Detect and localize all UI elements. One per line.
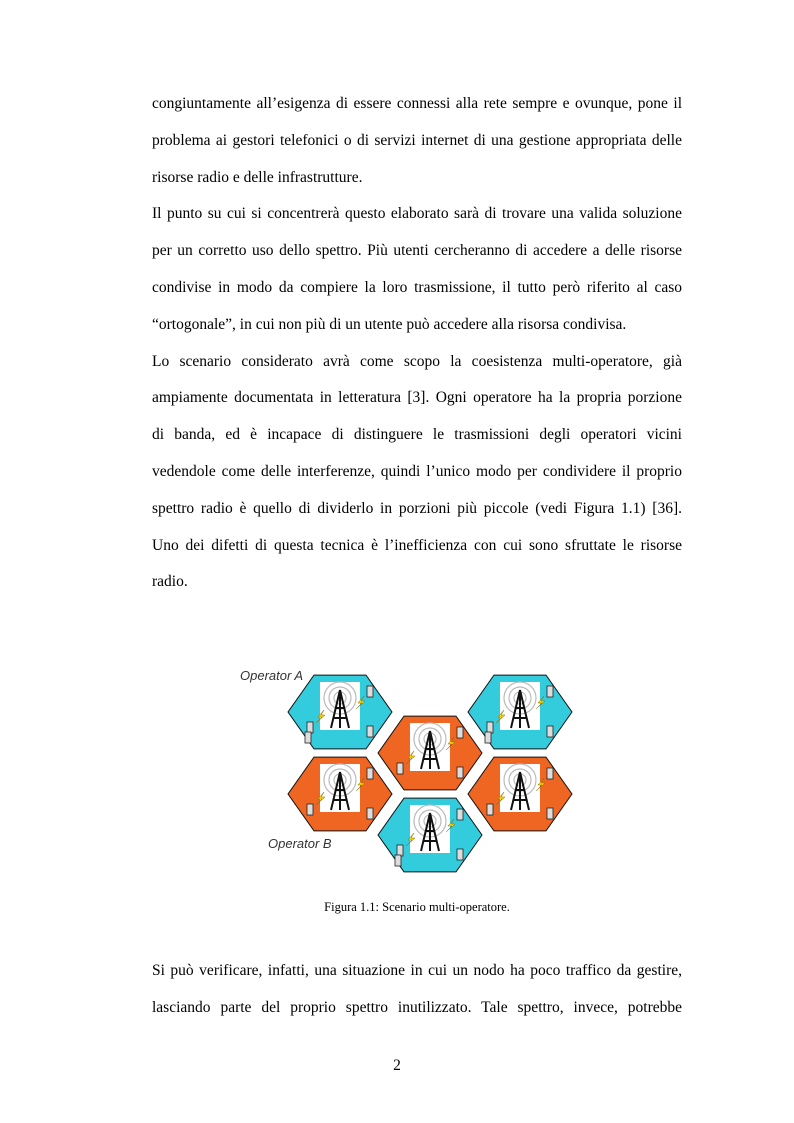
mobile-phone-icon (397, 845, 403, 856)
figure-multi-operator (236, 660, 588, 882)
hexagon-cell (468, 675, 572, 749)
mobile-phone-icon (305, 732, 311, 743)
text-line: lasciando parte del proprio spettro inutilizzato. Tale spettro, invece, potrebbe (152, 998, 682, 1016)
text-line: problema ai gestori telefonici o di servizi internet di una gestione appropriata delle (152, 131, 682, 149)
mobile-phone-icon (547, 726, 553, 737)
mobile-phone-icon (457, 809, 463, 820)
text-line: Uno dei difetti di questa tecnica è l’inefficienza con cui sono sfruttate le risorse (152, 536, 682, 554)
text-line: spettro radio è quello di dividerlo in porzioni più piccole (vedi Figura 1.1) [36]. (152, 499, 682, 517)
mobile-phone-icon (367, 686, 373, 697)
mobile-phone-icon (547, 768, 553, 779)
mobile-phone-icon (457, 727, 463, 738)
mobile-phone-icon (487, 804, 493, 815)
text-line: di banda, ed è incapace di distinguere le trasmissioni degli operatori vicini (152, 426, 682, 444)
text-line: Si può verificare, infatti, una situazione in cui un nodo ha poco traffico da gestire, (152, 962, 682, 979)
mobile-phone-icon (457, 767, 463, 778)
mobile-phone-icon (307, 804, 313, 815)
operator-b-label: Operator B (268, 836, 332, 851)
text-line: risorse radio e delle infrastrutture. (152, 168, 363, 186)
hexagon-cell (288, 757, 392, 831)
text-line: Il punto su cui si concentrerà questo elaborato sarà di trovare una valida soluzione (152, 205, 682, 223)
mobile-phone-icon (397, 763, 403, 774)
mobile-phone-icon (307, 722, 313, 733)
hexagon-cell (288, 675, 392, 749)
mobile-phone-icon (457, 849, 463, 860)
mobile-phone-icon (487, 722, 493, 733)
text-line: Lo scenario considerato avrà come scopo la coesistenza multi-operatore, già (152, 352, 682, 370)
hexagon-cell (378, 798, 482, 872)
page-number: 2 (393, 1057, 401, 1074)
text-line: ampiamente documentata in letteratura [3]. Ogni operatore ha la propria porzione (152, 389, 682, 407)
text-line: “ortogonale”, in cui non più di un utente può accedere alla risorsa condivisa. (152, 315, 627, 333)
text-line: per un corretto uso dello spettro. Più utenti cercheranno di accedere a delle risorse (152, 242, 682, 260)
text-line: vedendole come delle interferenze, quindi l’unico modo per condividere il proprio (152, 463, 682, 480)
hexagon-cell (378, 716, 482, 790)
text-line: congiuntamente all’esigenza di essere connessi alla rete sempre e ovunque, pone il (152, 95, 682, 112)
mobile-phone-icon (367, 808, 373, 819)
mobile-phone-icon (395, 855, 401, 866)
mobile-phone-icon (367, 768, 373, 779)
mobile-phone-icon (367, 726, 373, 737)
mobile-phone-icon (547, 808, 553, 819)
mobile-phone-icon (547, 686, 553, 697)
hexagon-cell (468, 757, 572, 831)
text-line: condivise in modo da compiere la loro trasmissione, il tutto però riferito al caso (152, 279, 682, 296)
mobile-phone-icon (485, 732, 491, 743)
hexagon-cell-diagram (236, 660, 588, 882)
figure-caption: Figura 1.1: Scenario multi-operatore. (324, 900, 510, 914)
text-line: radio. (152, 573, 188, 591)
operator-a-label: Operator A (240, 668, 304, 683)
